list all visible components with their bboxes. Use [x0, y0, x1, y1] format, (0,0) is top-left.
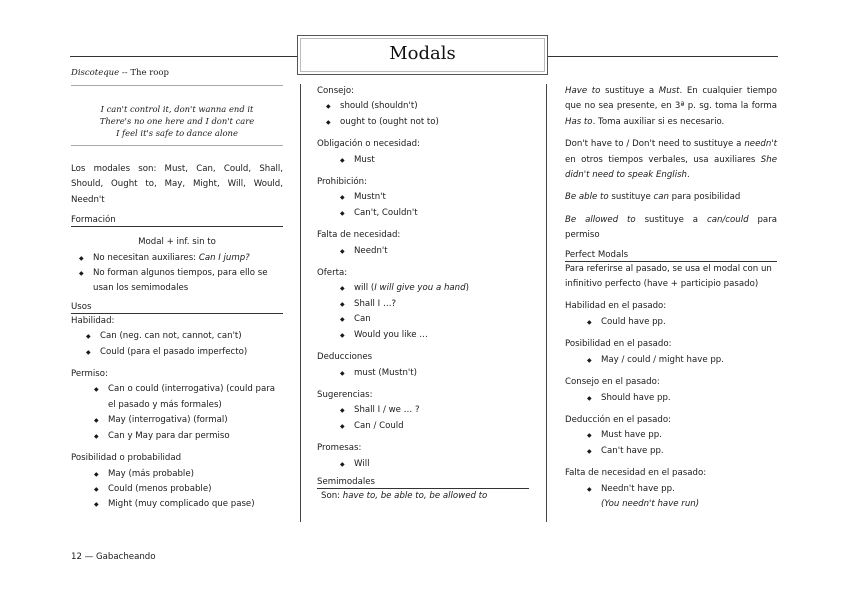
- falta-list: [317, 244, 529, 259]
- item-text: ◆ Needn't have pp.: [601, 483, 675, 494]
- list-item: ◆ Might (muy complicado que pase): [108, 497, 283, 512]
- list-item: ◆ Must: [354, 153, 529, 168]
- song-separator: --: [121, 68, 128, 78]
- label-oferta: Oferta:: [317, 268, 348, 279]
- section-heading-usos: Usos: [71, 301, 283, 314]
- paragraph-be-able-to: [565, 190, 777, 205]
- song-name: The roop: [130, 68, 169, 78]
- column-divider-left: [300, 84, 301, 522]
- text: sustituye: [608, 192, 654, 203]
- semimodales-text: [317, 489, 529, 504]
- text: en otros tiempos verbales, usa auxiliares: [565, 154, 761, 165]
- label-sugerencias: Sugerencias:: [317, 389, 373, 400]
- perfect-intro: Para referirse al pasado, se usa el modal con un infinitivo perfecto (have + participio pasado): [565, 263, 772, 290]
- lyrics-rule-top: [71, 85, 283, 86]
- term: Must: [658, 86, 680, 96]
- consejo-list: [317, 99, 529, 130]
- label-consejo: Consejo:: [317, 86, 355, 96]
- paragraph-have-to: [565, 84, 777, 130]
- text: Don't have to / Don't need to sustituye a: [565, 139, 745, 150]
- list-item: ◆ Can't, Couldn't: [354, 206, 529, 221]
- item-example: (You needn't have run): [601, 498, 700, 509]
- formation-rule: Modal + inf. sin to: [138, 237, 216, 248]
- label-posibilidad: Posibilidad o probabilidad: [71, 453, 182, 464]
- permiso-list: [71, 382, 283, 444]
- page-footer: 12 — Gabacheando: [71, 552, 156, 562]
- label-deduccion-pasado: Deducción en el pasado:: [565, 414, 672, 425]
- list-item: ◆ Can (neg. can not, cannot, can't): [100, 329, 283, 344]
- label-prohibicion: Prohibición:: [317, 177, 368, 188]
- prohibicion-list: [317, 190, 529, 221]
- deduccion-pasado-list: [565, 428, 777, 459]
- falta-pasado-list: [565, 482, 777, 513]
- page-title: Modals: [297, 35, 548, 75]
- text: . Toma auxiliar si es necesario.: [592, 116, 725, 127]
- text: para permiso: [565, 214, 777, 241]
- habilidad-list: [71, 329, 283, 360]
- item-example: Can I jump?: [198, 252, 250, 263]
- list-item: ◆ Should have pp.: [601, 391, 777, 406]
- song-artist: Discoteque: [71, 68, 120, 78]
- consejo-pasado-list: [565, 391, 777, 406]
- list-item: ◆ Could have pp.: [601, 315, 777, 330]
- section-heading-perfect-modals: Perfect Modals: [565, 249, 777, 262]
- list-item: ◆ Could (menos probable): [108, 482, 283, 497]
- label-habilidad: Habilidad:: [71, 315, 115, 326]
- list-item: ◆ Could (para el pasado imperfecto): [100, 345, 283, 360]
- list-item: ◆ Can o could (interrogativa) (could para el pasado y más formales): [108, 382, 283, 413]
- text: sustituye a: [635, 214, 707, 225]
- habilidad-pasado-list: [565, 315, 777, 330]
- list-item: ◆ No forman algunos tiempos, para ello se usan los semimodales: [93, 266, 283, 297]
- section-heading-formacion: Formación: [71, 214, 283, 227]
- obligacion-list: [317, 153, 529, 168]
- sugerencias-list: [317, 403, 529, 434]
- promesas-list: [317, 457, 529, 472]
- label-falta-pasado: Falta de necesidad en el pasado:: [565, 468, 707, 479]
- item-text: No necesitan auxiliares:: [93, 252, 199, 263]
- list-item: ◆ Can: [354, 312, 529, 327]
- term: can: [653, 192, 669, 203]
- right-column: [565, 84, 777, 512]
- list-item: ◆ ought to (ought not to): [340, 115, 529, 130]
- header-rule-right: [548, 56, 778, 57]
- list-item: ◆ must (Mustn't): [354, 366, 529, 381]
- intro-paragraph: Los modales son: Must, Can, Could, Shall, Should, Ought to, May, Might, Will, Would, Needn't: [71, 164, 283, 205]
- list-item: ◆ Can / Could: [354, 419, 529, 434]
- list-item: ◆ Shall I …?: [354, 297, 529, 312]
- term: Have to: [565, 86, 601, 96]
- lyric-line: I feel it's safe to dance alone: [116, 128, 238, 138]
- text: .: [687, 170, 690, 181]
- list-item: ◆ Must have pp.: [601, 428, 777, 443]
- list-item: ◆ May (más probable): [108, 467, 283, 482]
- list-item: ◆ Needn't: [354, 244, 529, 259]
- list-item: [93, 251, 283, 266]
- section-heading-semimodales: Semimodales: [317, 476, 529, 489]
- label-permiso: Permiso:: [71, 369, 108, 380]
- list-item: ◆ Will: [354, 457, 529, 472]
- list-item: ◆ Shall I / we … ?: [354, 403, 529, 418]
- paragraph-be-allowed-to: [565, 213, 777, 244]
- middle-column: [317, 84, 529, 504]
- formation-list: [71, 251, 283, 297]
- label-posibilidad-pasado: Posibilidad en el pasado:: [565, 339, 672, 350]
- label-promesas: Promesas:: [317, 443, 362, 454]
- item-example: have to, be able to, be allowed to: [342, 490, 488, 501]
- item-example: I will give you a hand: [374, 283, 466, 294]
- posibilidad-pasado-list: [565, 353, 777, 368]
- term: needn't: [744, 139, 777, 150]
- list-item: ◆ Can y May para dar permiso: [108, 429, 283, 444]
- label-habilidad-pasado: Habilidad en el pasado:: [565, 301, 667, 312]
- term: can/could: [706, 214, 749, 225]
- list-item: ◆ May (interrogativa) (formal): [108, 413, 283, 428]
- label-obligacion: Obligación o necesidad:: [317, 139, 420, 150]
- label-consejo-pasado: Consejo en el pasado:: [565, 377, 660, 388]
- song-lyrics: [71, 103, 283, 139]
- term: Be allowed to: [565, 214, 636, 225]
- list-item: ◆ May / could / might have pp.: [601, 353, 777, 368]
- list-item: [601, 482, 777, 513]
- term: Has to: [565, 116, 593, 127]
- item-text: ): [465, 283, 469, 294]
- list-item: ◆ Can't have pp.: [601, 444, 777, 459]
- term: She didn't need to speak English: [565, 154, 777, 181]
- label-falta: Falta de necesidad:: [317, 230, 401, 241]
- list-item: ◆ should (shouldn't): [340, 99, 529, 114]
- posibilidad-list: [71, 467, 283, 513]
- oferta-list: [317, 281, 529, 343]
- column-divider-right: [546, 84, 547, 522]
- paragraph-dont-have-to: [565, 137, 777, 183]
- text: sustituye a: [600, 86, 659, 96]
- lyric-line: I can't control it, don't wanna end it: [100, 104, 254, 114]
- lyric-line: There's no one here and I don't care: [99, 116, 255, 126]
- list-item: [354, 281, 529, 296]
- list-item: ◆ Would you like …: [354, 328, 529, 343]
- text: para posibilidad: [668, 192, 741, 203]
- left-column: [71, 68, 283, 513]
- song-title: [71, 68, 283, 78]
- label-deducciones: Deducciones: [317, 352, 373, 363]
- lyrics-rule-bottom: [71, 145, 283, 146]
- text: . En cualquier tiempo que no sea presente, en 3ª p. sg. toma la forma: [565, 86, 777, 112]
- item-text: will (: [354, 283, 375, 294]
- item-text: Son:: [321, 490, 343, 501]
- header-rule-left: [70, 56, 298, 57]
- term: Be able to: [565, 192, 609, 203]
- deducciones-list: [317, 366, 529, 381]
- list-item: ◆ Mustn't: [354, 190, 529, 205]
